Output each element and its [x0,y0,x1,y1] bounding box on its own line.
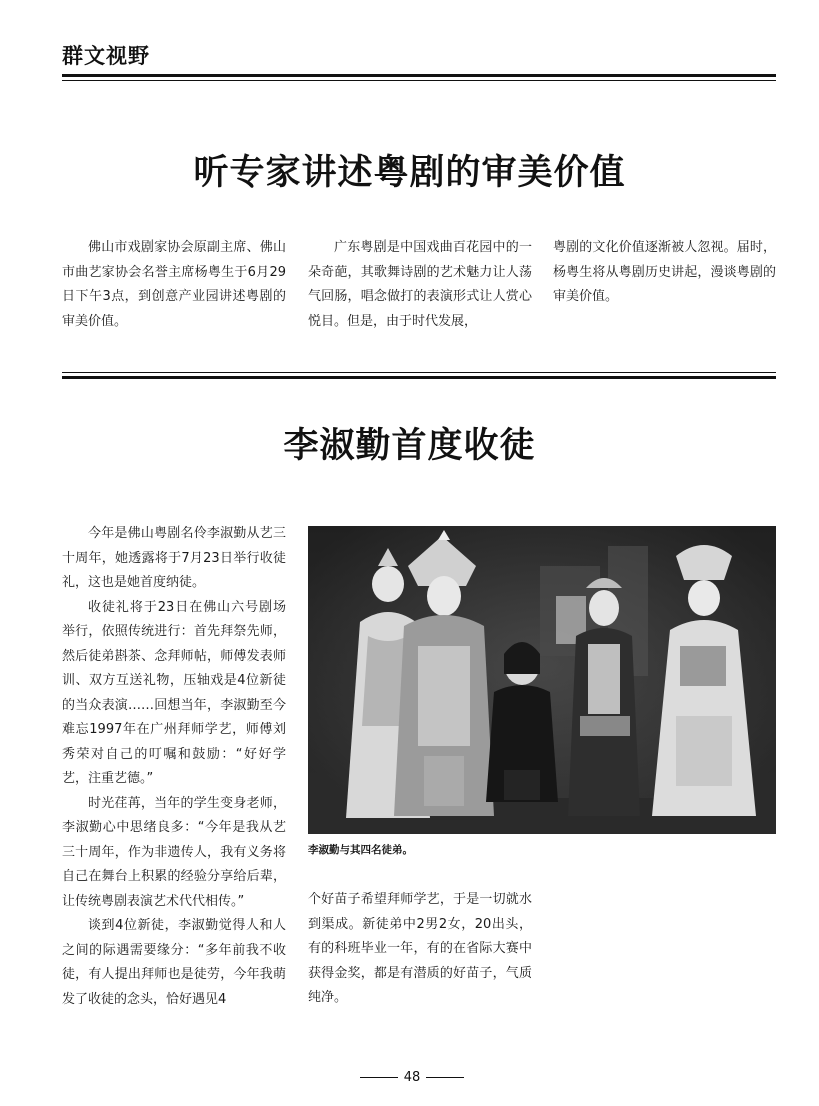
article1-col2-text: 广东粤剧是中国戏曲百花园中的一朵奇葩，其歌舞诗剧的艺术魅力让人荡气回肠，唱念做打的表演形式让人赏心悦目。但是，由于时代发展， [308,240,532,329]
page-number-line-left [360,1077,398,1078]
divider-rule-thick [62,376,776,379]
article1-col1-text: 佛山市戏剧家协会原副主席、佛山市曲艺家协会名誉主席杨粤生于6月29日下午3点，到创意产业园讲述粤剧的审美价值。 [62,240,286,329]
article2-paragraph-3: 时光荏苒，当年的学生变身老师，李淑勤心中思绪良多：“今年是我从艺三十周年，作为非遗传人，我有义务将自己在舞台上积累的经验分享给后辈，让传统粤剧表演艺术代代相传。” [62,795,286,909]
article2-right-column [308,888,532,1011]
page-number: 48 [403,1069,421,1085]
performers-photo [308,526,776,834]
section-label: 群文视野 [62,44,150,68]
page-number-block [360,1068,464,1086]
article2-continuation: 个好苗子希望拜师学艺，于是一切就水到渠成。新徒弟中2男2女，20出头，有的科班毕业一年，有的在省际大赛中获得金奖，都是有潜质的好苗子，气质纯净。 [308,892,532,1005]
article1-column-3 [553,236,776,310]
article1-title: 听专家讲述粤剧的审美价值 [193,153,626,193]
divider-rule-thin [62,372,776,373]
photo-caption: 李淑勤与其四名徒弟。 [308,844,413,856]
article2-paragraph-4: 谈到4位新徒，李淑勤觉得人和人之间的际遇需要缘分：“多年前我不收徒，有人提出拜师也是徒劳，今年我萌发了收徒的念头，恰好遇见4 [62,918,286,1007]
article2-paragraph-2: 收徒礼将于23日在佛山六号剧场举行，依照传统进行：首先拜祭先师，然后徒弟斟茶、念拜师帖，师傅发表师训、双方互送礼物，压轴戏是4位新徒的当众表演……回想当年，李淑勤至今难忘1997年在广州拜师学艺，师傅刘秀荣对自己的叮嘱和鼓励：“好好学艺，注重艺德。” [62,599,286,786]
article1-col3-text: 粤剧的文化价值逐渐被人忽视。届时，杨粤生将从粤剧历史讲起，漫谈粤剧的审美价值。 [553,240,776,304]
article2-left-column [62,522,286,1012]
article2-title: 李淑勤首度收徒 [283,426,536,466]
article1-column-1 [62,236,286,334]
page-number-line-right [426,1077,464,1078]
article1-column-2 [308,236,532,334]
header-rule-thick [62,74,776,77]
article2-paragraph-1: 今年是佛山粤剧名伶李淑勤从艺三十周年，她透露将于7月23日举行收徒礼，这也是她首度纳徒。 [62,526,286,590]
photo-illustration [308,526,776,834]
header-rule-thin [62,80,776,81]
